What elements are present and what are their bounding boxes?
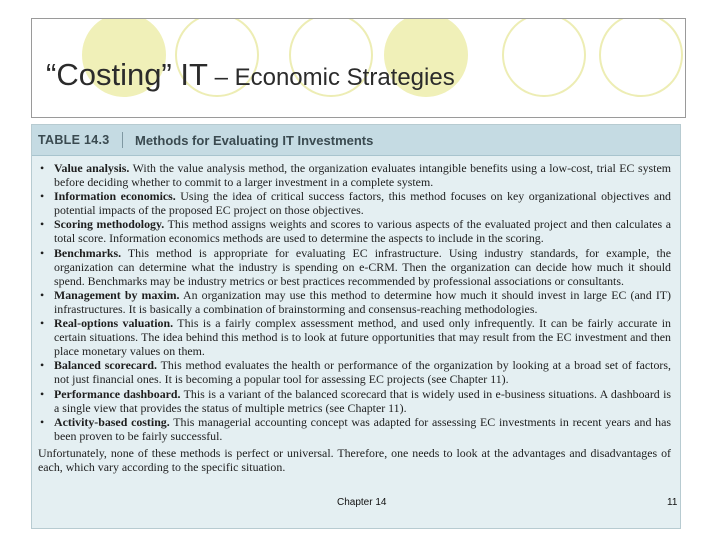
slide-title (46, 57, 455, 93)
list-item (36, 246, 671, 288)
method-name: Management by maxim. (54, 287, 180, 302)
methods-table (31, 124, 681, 529)
bullet-icon: • (40, 316, 45, 331)
method-description: This is a fairly complex assessment method, and used only infrequently. It can be fairly accurate in certain situations. The idea behind this method is to look at future opportunities that may result from the EC investment and then place monetary values on them. (54, 316, 671, 359)
list-item (36, 288, 671, 316)
method-description: This is a variant of the balanced scorecard that is widely used in e-business situations. A dashboard is a single view that provides the status of multiple metrics (see Chapter 11). (54, 386, 671, 415)
closing-paragraph: Unfortunately, none of these methods is perfect or universal. Therefore, one needs to look at the advantages and disadvantages of each, which vary according to the specific situation. (38, 445, 671, 475)
method-description: Using the idea of critical success factors, this method focuses on key organizational objectives and potential impacts of the proposed EC project on those objectives. (54, 189, 671, 218)
bullet-icon: • (40, 287, 45, 302)
bullet-icon: • (40, 161, 45, 175)
method-name: Information economics. (54, 189, 176, 204)
list-item (36, 189, 671, 217)
slide-title-rest: – Economic Strategies (207, 64, 455, 91)
method-name: Activity-based costing. (54, 414, 170, 429)
bullet-icon: • (40, 386, 45, 401)
method-name: Balanced scorecard. (54, 358, 157, 373)
list-item (36, 358, 671, 386)
slide-title-main: “Costing” IT (46, 57, 208, 92)
decorative-ring (502, 18, 586, 97)
method-description: This method evaluates the health or performance of the organization by looking at a broad set of factors, not just financial ones. It is becoming a popular tool for assessing EC projects (see Chapter 11). (54, 358, 671, 387)
method-name: Real-options valuation. (54, 316, 174, 331)
title-frame (31, 18, 686, 118)
method-name: Benchmarks. (54, 245, 122, 260)
method-description: With the value analysis method, the organization evaluates intangible benefits using a low-cost, trial EC system before deciding whether to commit to a larger investment in a complete system. (54, 161, 671, 190)
method-description: An organization may use this method to determine how much it should invest in large EC (and IT) infrastructures. It is basically a combination of brainstorming and consensus-reaching methodologies. (54, 287, 672, 316)
list-item (36, 217, 671, 245)
bullet-icon: • (40, 217, 45, 232)
bullet-icon: • (40, 358, 45, 373)
method-name: Value analysis. (54, 161, 130, 175)
list-item (36, 415, 671, 443)
footer-chapter: Chapter 14 (337, 497, 387, 508)
method-name: Scoring methodology. (54, 217, 165, 232)
bullet-icon: • (40, 189, 45, 204)
list-item (36, 387, 671, 415)
bullet-icon: • (40, 245, 45, 260)
table-header (32, 125, 680, 156)
method-description: This method is appropriate for evaluating EC infrastructure. Using industry standards, for example, the organization can determine what the industry is spending on e-CRM. Then the organization can decide how much it should spend. Benchmarks may be industry metrics or best practices recommended by professional associations or consultants. (54, 245, 671, 288)
bullet-icon: • (40, 414, 45, 429)
method-name: Performance dashboard. (54, 386, 181, 401)
table-label: TABLE 14.3 (32, 132, 123, 148)
methods-list (32, 161, 680, 443)
decorative-ring (599, 18, 683, 97)
method-description: This managerial accounting concept was adapted for assessing EC investments in recent years and has been proven to be fairly successful. (54, 414, 671, 443)
table-title: Methods for Evaluating IT Investments (135, 132, 374, 148)
page-number: 11 (667, 497, 678, 508)
list-item (36, 316, 671, 358)
list-item (36, 161, 671, 189)
method-description: This method assigns weights and scores to various aspects of the evaluated project and then calculates a total score. Information economics methods are used to determine the aspects to include in the scoring. (54, 217, 672, 246)
